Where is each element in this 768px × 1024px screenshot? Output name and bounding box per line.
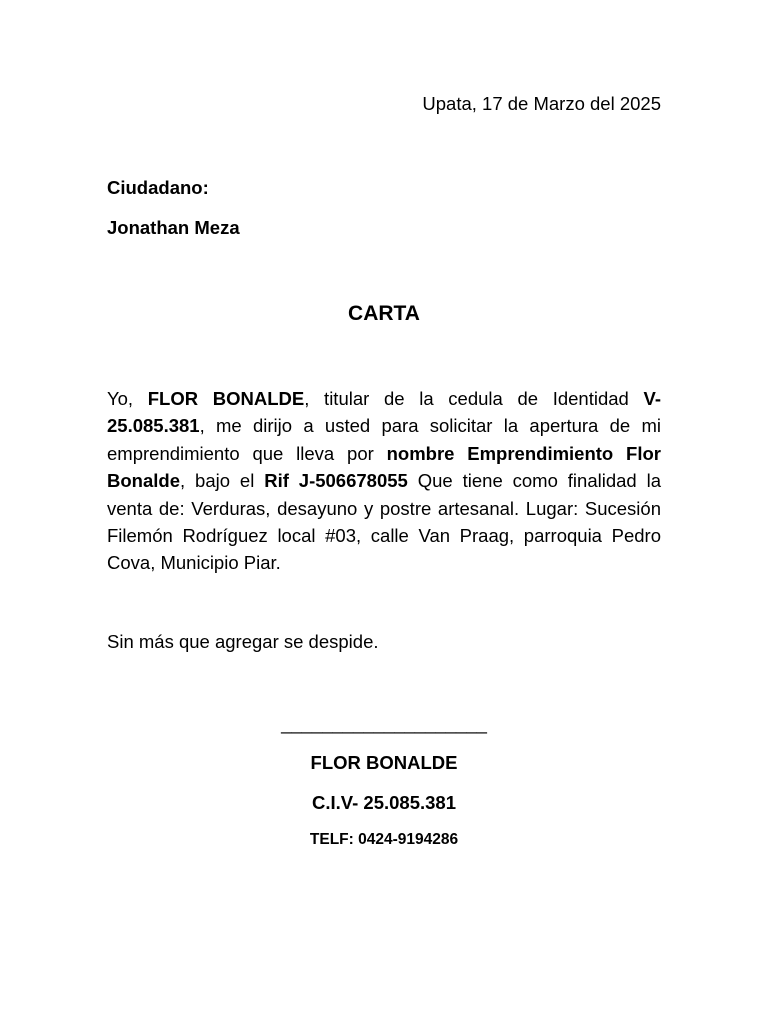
body-bold-signer-name: FLOR BONALDE	[147, 388, 305, 409]
body-text-1: Yo,	[107, 388, 148, 409]
letter-title: CARTA	[348, 302, 420, 325]
body-bold-rif: Rif J-506678055	[264, 470, 408, 492]
body-bold-business-name: nombre Emprendimiento Flor Bonalde	[107, 442, 661, 492]
body-text-4: , bajo el	[179, 470, 265, 492]
letter-date: Upata, 17 de Marzo del 2025	[422, 93, 661, 114]
signer-phone: TELF: 0424-9194286	[309, 831, 459, 848]
recipient-name: Jonathan Meza	[107, 217, 240, 238]
body-text-2: , titular de la cedula de Identidad	[304, 388, 644, 409]
body-bold-id-number: V-25.085.381	[107, 388, 661, 437]
recipient-label: Ciudadano:	[107, 177, 209, 198]
letter-body	[107, 385, 661, 577]
signer-name: FLOR BONALDE	[310, 752, 458, 773]
signer-id: C.I.V- 25.085.381	[312, 792, 456, 813]
signature-line: ____________________	[281, 713, 487, 734]
signature-block	[0, 712, 768, 851]
body-text-3: , me dirijo a usted para solicitar la apertura de mi emprendimiento que lleva por	[107, 415, 661, 464]
body-text-5: Que tiene como finalidad la venta de: Verduras, desayuno y postre artesanal. Lugar: Sucesión Filemón Rodríguez local #03, calle Van Praag, parroquia Pedro Cova, Municipio Piar.	[107, 470, 661, 574]
letter-closing: Sin más que agregar se despide.	[107, 631, 379, 652]
